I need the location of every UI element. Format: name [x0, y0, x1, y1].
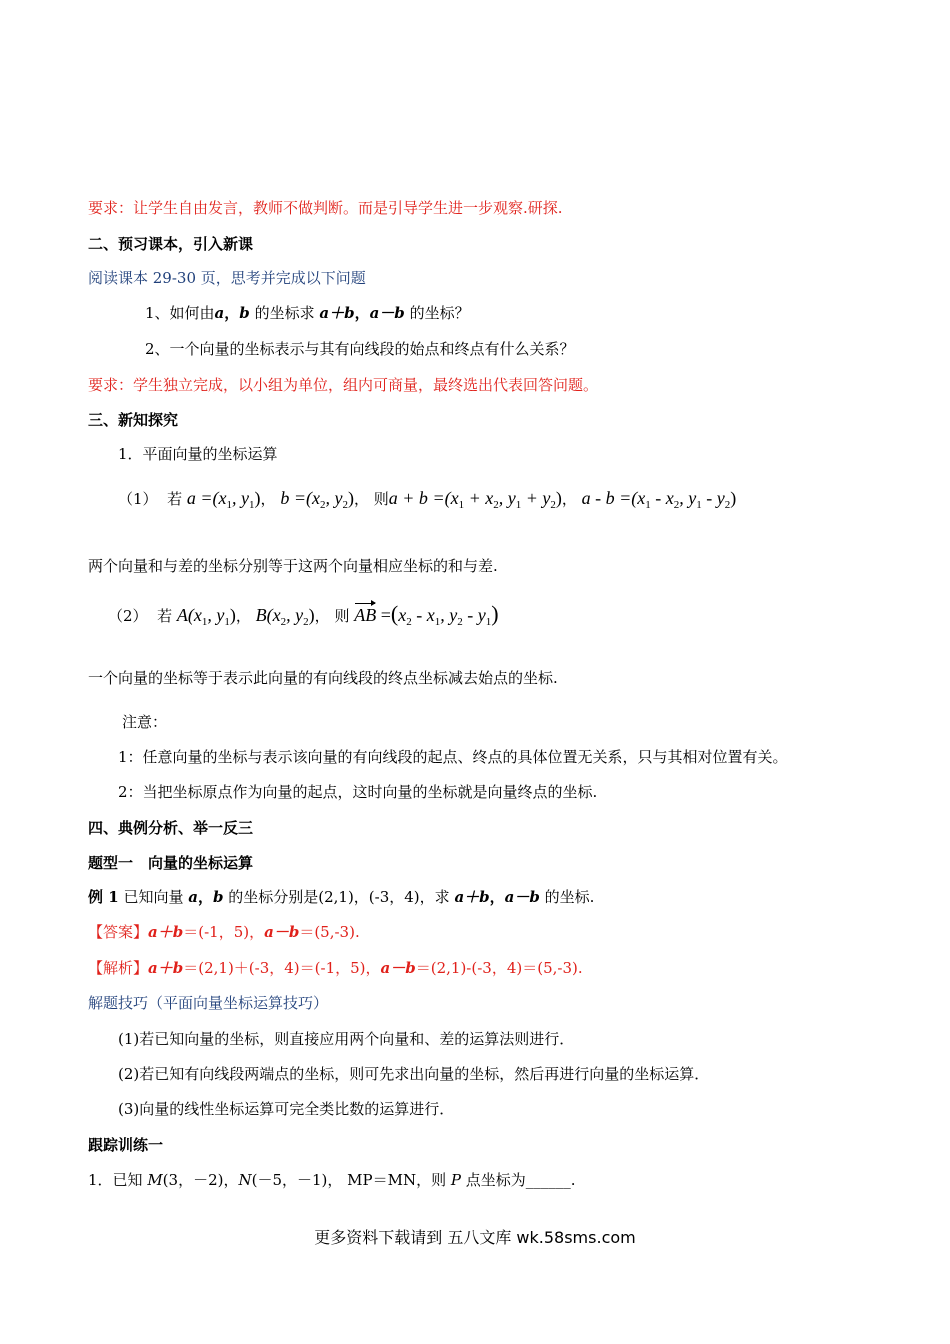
formula-2: （2） 若 $A(x_1$, $y_1$)， $B(x_2$, $y_2$)， 则 AB $=(x_2 - x_1$, $y_2 - y_1$) — [108, 601, 499, 628]
tip-1: (1)若已知向量的坐标，则直接应用两个向量和、差的运算法则进行． — [118, 1030, 575, 1048]
answer: 【答案】a＋b＝(-1，5)，a－b＝(5,-3). — [88, 923, 360, 941]
topic-1-title: 1．平面向量的坐标运算 — [118, 445, 278, 463]
note-2: 2：当把坐标原点作为向量的起点，这时向量的坐标就是向量终点的坐标. — [118, 783, 598, 801]
practice-1: 1．已知 M(3，－2)，N(－5，－1)， MP＝MN，则 P 点坐标为______. — [88, 1171, 576, 1189]
rule-2: 一个向量的坐标等于表示此向量的有向线段的终点坐标减去始点的坐标. — [88, 669, 558, 687]
tip-3: (3)向量的线性坐标运算可完全类比数的运算进行． — [118, 1100, 455, 1118]
note-1: 1：任意向量的坐标与表示该向量的有向线段的起点、终点的具体位置无关系，只与其相对位置有关。 — [118, 748, 788, 766]
note-title: 注意： — [122, 713, 168, 731]
requirement-1: 要求：让学生自由发言，教师不做判断。而是引导学生进一步观察.研探. — [88, 199, 563, 217]
section-2-title: 二、预习课本，引入新课 — [88, 235, 254, 253]
rule-1: 两个向量和与差的坐标分别等于这两个向量相应坐标的和与差. — [88, 557, 498, 575]
requirement-2: 要求：学生独立完成，以小组为单位，组内可商量，最终选出代表回答问题。 — [88, 376, 599, 394]
tip-2: (2)若已知有向线段两端点的坐标，则可先求出向量的坐标，然后再进行向量的坐标运算． — [118, 1065, 710, 1083]
section-4-title: 四、典例分析、举一反三 — [88, 819, 254, 837]
type-1-title: 题型一 向量的坐标运算 — [88, 854, 254, 872]
tips-title: 解题技巧（平面向量坐标运算技巧） — [88, 994, 329, 1012]
analysis: 【解析】a＋b＝(2,1)＋(-3，4)＝(-1，5)，a－b＝(2,1)-(-3，4)＝(5,-3). — [88, 959, 583, 977]
vector-ab: AB — [354, 605, 377, 625]
question-1: 1、如何由a，b 的坐标求 a＋b，a－b 的坐标？ — [145, 304, 470, 322]
question-2: 2、一个向量的坐标表示与其有向线段的始点和终点有什么关系？ — [145, 340, 575, 358]
reading-task: 阅读课本 29-30 页，思考并完成以下问题 — [88, 269, 366, 287]
formula-1: （1） 若 $a =(x_1$, $y_1$)， $b =(x_2$, $y_2$)， 则$a + b =(x_1 + x_2$, $y_1 + y_2$)， $a - b =(x_1 - x_2$, $y_1 - y_2$) — [118, 488, 737, 511]
footer-link[interactable]: 更多资料下载请到 五八文库 wk.58sms.com — [314, 1228, 636, 1247]
practice-title: 跟踪训练一 — [88, 1136, 164, 1154]
section-3-title: 三、新知探究 — [88, 411, 179, 429]
example-1: 例 1 已知向量 a，b 的坐标分别是(2,1)，(-3，4)，求 a＋b，a－b 的坐标. — [88, 888, 595, 906]
